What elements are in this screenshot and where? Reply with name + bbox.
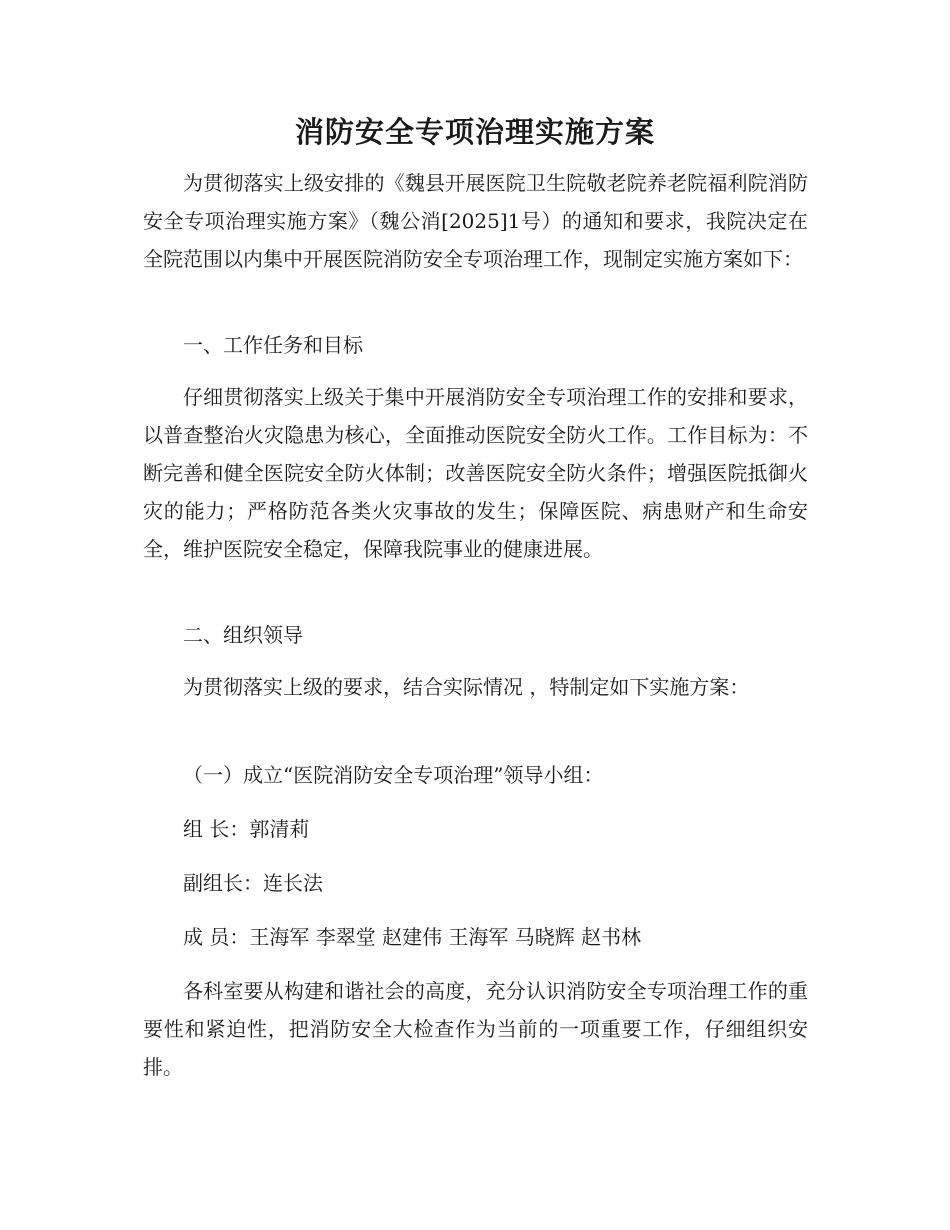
group-leader-line: 组 长：郭清莉 — [183, 817, 310, 841]
members-line: 成 员：王海军 李翠堂 赵建伟 王海军 马晓辉 赵书林 — [183, 925, 642, 949]
subsection-heading-leading-group: （一）成立“医院消防安全专项治理”领导小组： — [183, 763, 604, 787]
document-title: 消防安全专项治理实施方案 — [294, 115, 655, 149]
section-organization-paragraph: 为贯彻落实上级的要求，结合实际情况 ，特制定如下实施方案： — [183, 675, 750, 699]
section-heading-tasks-goals: 一、工作任务和目标 — [183, 333, 363, 357]
deputy-leader-line: 副组长：连长法 — [183, 871, 323, 895]
section-tasks-goals-paragraph: 仔细贯彻落实上级关于集中开展消防安全专项治理工作的安排和要求，以普查整治火灾隐患为核心，全面推动医院安全防火工作。工作目标为：不断完善和健全医院安全防火体制；改善医院安全防火条件；增强医院抵御火灾的能力；严格防范各类火灾事故的发生；保障医院、病患财产和生命安全，维护医院安全稳定，保障我院事业的健康进展。 — [143, 385, 808, 561]
closing-paragraph: 各科室要从构建和谐社会的高度，充分认识消防安全专项治理工作的重要性和紧迫性，把消防安全大检查作为当前的一项重要工作，仔细组织安排。 — [143, 979, 808, 1079]
section-heading-organization: 二、组织领导 — [183, 623, 303, 647]
intro-paragraph: 为贯彻落实上级安排的《魏县开展医院卫生院敬老院养老院福利院消防安全专项治理实施方案》（魏公消[2025]1号）的通知和要求，我院决定在全院范围以内集中开展医院消防安全专项治理工作，现制定实施方案如下： — [143, 171, 808, 271]
